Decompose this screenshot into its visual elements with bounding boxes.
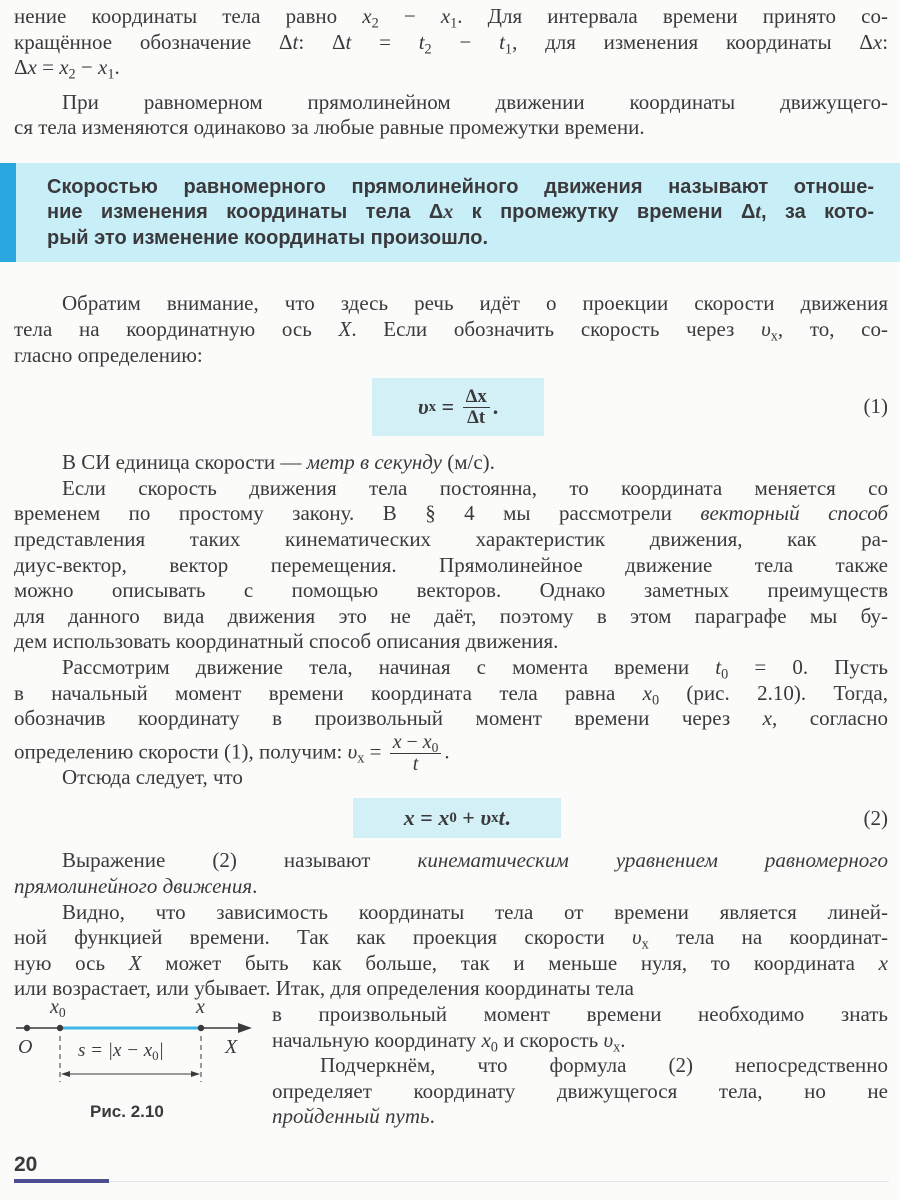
text-run: может быть как больше, так и меньше нуля, то координата: [141, 950, 879, 975]
text-line: [14, 874, 888, 900]
formula-2-box: x = x 0 + υ x t .: [353, 798, 561, 838]
text-run: −: [401, 730, 423, 753]
text-run: −: [431, 29, 500, 54]
text-line: [14, 730, 888, 775]
fraction-numerator: Δx: [463, 387, 490, 408]
text-run: гласно определению:: [14, 342, 203, 367]
text-line: [14, 900, 888, 926]
formula-period: .: [504, 805, 511, 831]
text-line: [14, 501, 888, 527]
text-run: ся тела изменяются одинаково за любые равные промежутки времени.: [14, 115, 645, 140]
formula-equals: =: [414, 805, 439, 831]
text-run: =: [36, 55, 60, 80]
text-line: [14, 629, 888, 655]
italic-run: x: [98, 55, 108, 80]
text-run: Выражение (2) называют: [62, 848, 418, 873]
text-run: .: [444, 739, 450, 764]
subscript: 1: [450, 15, 458, 32]
text-run: ную ось: [14, 950, 129, 975]
inline-fraction: [390, 732, 442, 775]
text-run: −: [75, 55, 98, 80]
text-run: Отсюда следует, что: [62, 764, 243, 789]
text-line: [14, 55, 888, 81]
formula-plus: +: [456, 805, 481, 831]
footer-rule: [109, 1181, 889, 1182]
text-line: [272, 1079, 888, 1105]
text-run: .: [620, 1027, 626, 1052]
text-run: .: [114, 55, 120, 80]
text-line: [14, 951, 888, 977]
formula-1: [14, 378, 888, 436]
subscript: 2: [371, 15, 379, 32]
text-run: .: [429, 1104, 435, 1129]
paragraph-projection: [14, 291, 888, 368]
text-line: [14, 765, 888, 791]
text-line: [14, 476, 888, 502]
figure-wrap: [14, 995, 888, 1132]
label-axis-x: X: [225, 1035, 238, 1058]
text-run: Обратим внимание, что здесь речь идёт о проекции скорости движения: [62, 291, 888, 316]
text-run: Рассмотрим движение тела, начиная с момента времени: [62, 655, 716, 679]
text-run: можно описывать с помощью векторов. Однако заметных преимуществ: [14, 578, 888, 603]
text-line: [14, 848, 888, 874]
text-run: в произвольный момент времени необходимо знать: [272, 1001, 888, 1026]
text-run: :: [882, 29, 889, 54]
italic-run: x: [762, 706, 772, 731]
formula-number: (1): [863, 394, 888, 419]
text-run: начальную координату: [272, 1027, 482, 1052]
label-x: x: [196, 995, 205, 1018]
formula-number: (2): [863, 806, 888, 831]
italic-run: x: [27, 55, 37, 80]
text-run: −: [378, 4, 441, 28]
text-run: Если скорость движения тела постоянна, то координата меняется со: [62, 475, 888, 500]
text-run: тела на координатную ось: [14, 317, 339, 342]
subscript: x: [770, 328, 778, 345]
italic-run: t: [499, 29, 505, 54]
italic-run: x: [872, 29, 883, 54]
formula-term: υ: [480, 805, 492, 831]
paragraph-consider-motion: [14, 655, 888, 775]
subscript: x: [357, 750, 365, 767]
text-run: представления таких кинематических характеристик движения, как ра-: [14, 527, 888, 552]
paragraph-continuation: [14, 4, 888, 81]
text-line: [14, 706, 888, 732]
subscript: x: [641, 936, 649, 953]
text-run: определяет координату движущегося тела, но не: [272, 1078, 888, 1103]
italic-run: υ: [631, 925, 642, 950]
italic-run: прямолинейного движения: [14, 873, 253, 898]
paragraph-constant-velocity: [14, 476, 888, 655]
text-run: (м/с).: [441, 450, 495, 475]
italic-run: пройденный путь: [272, 1104, 430, 1129]
definition-box-velocity: [0, 163, 900, 263]
distance-label: $s = |x - x_0|$: [78, 1039, 164, 1063]
figure-2-10: [14, 995, 272, 1132]
subscript: 0: [721, 666, 729, 683]
fraction-numerator: [390, 732, 442, 754]
text-run: =: [351, 29, 419, 54]
subscript: x: [613, 1038, 621, 1055]
text-run: рый это изменение координаты произошло.: [47, 226, 489, 249]
subscript: 2: [424, 40, 432, 57]
italic-run: υ: [347, 739, 358, 764]
subscript: 0: [431, 739, 439, 755]
fraction-denominator: [410, 754, 422, 775]
subscript: 0: [651, 691, 660, 708]
text-line: [272, 1002, 888, 1028]
italic-run: x: [878, 950, 888, 975]
subscript: 1: [107, 66, 115, 83]
text-run: временем по простому закону. В § 4 мы рассмотрели: [14, 501, 701, 526]
text-line: [14, 4, 888, 30]
italic-run: υ: [761, 317, 771, 342]
subscript: 1: [504, 40, 513, 57]
italic-run: υ: [603, 1027, 614, 1052]
label-x0: $x_0$: [50, 995, 66, 1021]
italic-run: x: [440, 4, 451, 28]
formula-term: x: [438, 805, 450, 831]
text-run: к промежутку времени Δ: [453, 201, 756, 224]
paragraph-uniform-motion: [14, 90, 888, 141]
text-line: [272, 1028, 888, 1054]
dimension-arrow-icon: [61, 1071, 70, 1077]
text-run: . Если обозначить скорость через: [351, 317, 762, 342]
text-run: В СИ единица скорости —: [62, 450, 307, 475]
text-run: Скоростью равномерного прямолинейного движения называют отноше-: [47, 175, 874, 198]
figure-caption: Рис. 2.10: [90, 1101, 164, 1121]
text-run: Видно, что зависимость координаты тела от времени является линей-: [62, 899, 888, 924]
text-run: , для изменения координаты Δ: [512, 29, 873, 54]
point-x: [198, 1025, 204, 1031]
italic-run: x: [481, 1027, 491, 1052]
text-line: [272, 1104, 888, 1130]
text-run: Δ: [14, 55, 28, 80]
text-line: [14, 317, 888, 343]
text-line: [14, 681, 888, 707]
text-run: и скорость: [497, 1027, 604, 1052]
text-run: Подчеркнём, что формула (2) непосредственно: [320, 1053, 888, 1078]
text-run: = 0. Пусть: [728, 655, 888, 679]
origin-point: [24, 1025, 30, 1031]
text-run: . Для интервала времени принято со-: [457, 4, 889, 28]
paragraph-linear-function: [14, 900, 888, 1002]
italic-run: x: [392, 730, 402, 753]
text-run: кращённое обозначение Δ: [14, 29, 293, 54]
text-run: для данного вида движения это не даёт, поэтому в этом параграфе мы бу-: [14, 603, 888, 628]
formula-1-box: υ x = $\frac{\Delta x}{\Delta t}$ .: [372, 378, 544, 436]
text-line: [14, 343, 888, 369]
text-run: =: [364, 739, 387, 764]
text-line: [14, 925, 888, 951]
italic-run: X: [338, 317, 352, 342]
italic-run: x: [362, 4, 372, 28]
text-run: : Δ: [298, 29, 346, 54]
text-run: диус-вектор, вектор перемещения. Прямолинейное движение тела также: [14, 552, 888, 577]
text-run: тела на координат-: [648, 925, 888, 950]
text-line: [14, 291, 888, 317]
text-run: определению скорости (1), получим:: [14, 739, 348, 764]
italic-run: t: [345, 29, 352, 54]
text-run: ной функцией времени. Так как проекция скорости: [14, 925, 632, 950]
text-run: При равномерном прямолинейном движении координаты движущего-: [62, 89, 888, 114]
formula-term: υ: [417, 394, 429, 420]
italic-run: t: [715, 655, 722, 679]
dimension-arrow-icon: [191, 1071, 200, 1077]
paragraph-kinematic-equation: [14, 848, 888, 899]
paragraph-hence: [14, 765, 888, 791]
text-run: в начальный момент времени координата тела равна: [14, 680, 643, 705]
text-line: [47, 200, 874, 226]
text-run: , за кото-: [760, 201, 875, 224]
italic-run: t: [412, 752, 419, 775]
page-number: 20: [14, 1153, 38, 1176]
italic-run: x: [59, 55, 69, 80]
label-origin: O: [18, 1035, 33, 1058]
right-column: [272, 1002, 888, 1132]
text-line: [14, 30, 888, 56]
text-run: ние изменения координаты тела Δ: [47, 201, 444, 224]
text-line: [14, 604, 888, 630]
text-line: [14, 976, 888, 1002]
text-run: , согласно: [771, 706, 888, 731]
formula-term: t: [498, 805, 505, 831]
text-line: [14, 527, 888, 553]
text-run: .: [252, 873, 258, 898]
italic-run: t: [292, 29, 299, 54]
paragraph-path-note: [272, 1053, 888, 1130]
subscript: 0: [490, 1038, 498, 1055]
formula-2: [14, 798, 888, 838]
text-run: дем использовать координатный способ описания движения.: [14, 629, 559, 654]
italic-run: x: [422, 730, 432, 753]
text-line: [272, 1053, 888, 1079]
point-x0: [57, 1025, 63, 1031]
text-run: , то, со-: [777, 317, 888, 342]
text-run: (рис. 2.10). Тогда,: [659, 680, 888, 705]
text-line: [47, 175, 874, 201]
subscript: 2: [68, 66, 76, 83]
text-line: [47, 226, 874, 252]
text-line: [14, 553, 888, 579]
italic-run: X: [128, 950, 142, 975]
text-line: [14, 90, 888, 116]
text-line: [14, 578, 888, 604]
formula-equals: =: [436, 394, 460, 420]
text-run: или возрастает, или убывает. Итак, для определения координаты тела: [14, 976, 634, 1001]
italic-run: векторный способ: [700, 501, 889, 526]
text-line: [14, 450, 888, 476]
italic-run: x: [443, 201, 454, 224]
italic-run: метр в секунду: [306, 450, 442, 475]
text-line: [14, 115, 888, 141]
axis-arrow-icon: [238, 1023, 252, 1033]
paragraph-linear-function-cont: [272, 1002, 888, 1053]
paragraph-si-unit: [14, 450, 888, 476]
formula-period: .: [492, 394, 499, 420]
formula-term: x: [403, 805, 415, 831]
italic-run: t: [418, 29, 425, 54]
italic-run: t: [755, 201, 761, 224]
footer-accent-rule: [14, 1179, 109, 1183]
formula-fraction: [463, 387, 490, 427]
text-run: нение координаты тела равно: [14, 4, 363, 28]
text-run: обозначив координату в произвольный момент времени через: [14, 706, 763, 731]
italic-run: x: [642, 680, 652, 705]
italic-run: кинематическим уравнением равномерного: [417, 848, 888, 873]
text-line: [14, 655, 888, 681]
textbook-page: [14, 4, 888, 1132]
fraction-denominator: Δt: [467, 406, 486, 428]
